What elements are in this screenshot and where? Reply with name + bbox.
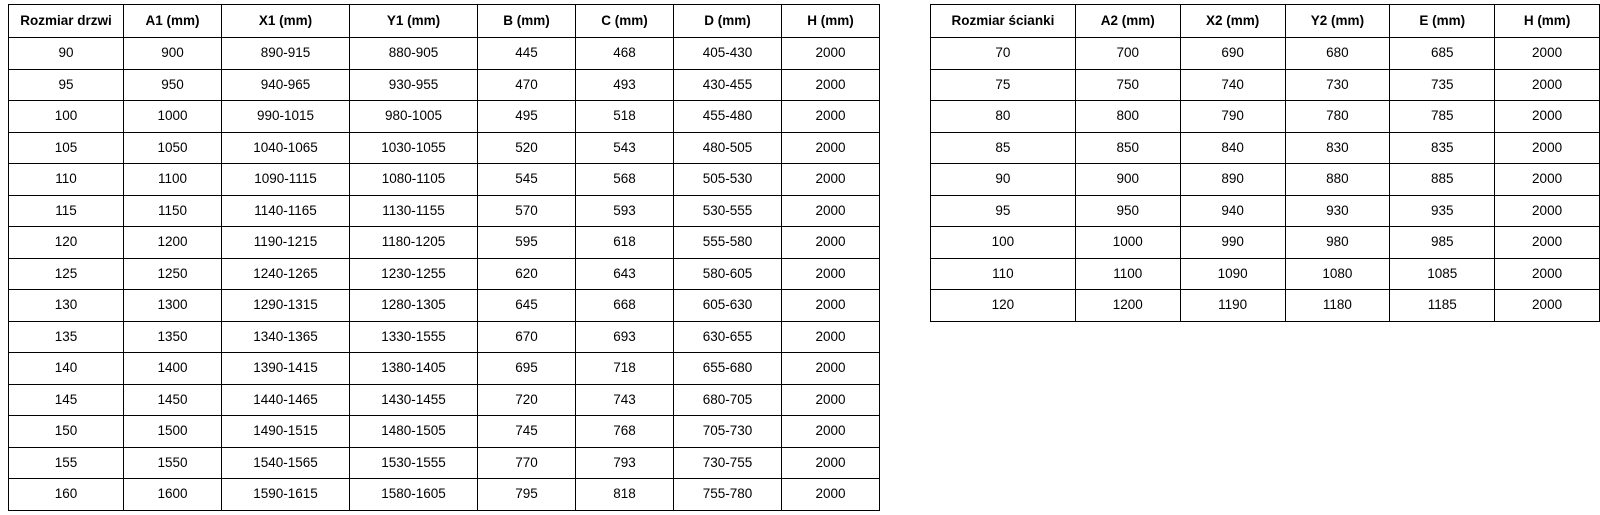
cell: 980 — [1285, 227, 1390, 259]
cell: 2000 — [782, 227, 880, 259]
cell: 1085 — [1390, 258, 1495, 290]
cell: 890 — [1180, 164, 1285, 196]
cell: 900 — [124, 38, 222, 70]
cell: 1185 — [1390, 290, 1495, 322]
table-row — [9, 353, 880, 385]
cell: 680 — [1285, 38, 1390, 70]
doors-dimensions-table — [8, 4, 880, 511]
table-row — [931, 69, 1600, 101]
cell: 2000 — [782, 353, 880, 385]
cell: 770 — [478, 447, 576, 479]
column-header-h: H (mm) — [1495, 5, 1600, 38]
cell: 1130-1155 — [350, 195, 478, 227]
column-header-b: B (mm) — [478, 5, 576, 38]
cell: 1400 — [124, 353, 222, 385]
cell: 745 — [478, 416, 576, 448]
cell: 130 — [9, 290, 124, 322]
cell: 695 — [478, 353, 576, 385]
cell: 768 — [576, 416, 674, 448]
cell: 835 — [1390, 132, 1495, 164]
cell: 80 — [931, 101, 1076, 133]
cell: 2000 — [1495, 69, 1600, 101]
table-row — [931, 164, 1600, 196]
cell: 1330-1555 — [350, 321, 478, 353]
cell: 2000 — [782, 290, 880, 322]
walls-table-body — [931, 38, 1600, 322]
cell: 2000 — [782, 132, 880, 164]
cell: 110 — [9, 164, 124, 196]
cell: 930 — [1285, 195, 1390, 227]
cell: 545 — [478, 164, 576, 196]
table-row — [931, 290, 1600, 322]
cell: 1600 — [124, 479, 222, 511]
cell: 95 — [9, 69, 124, 101]
cell: 1580-1605 — [350, 479, 478, 511]
cell: 935 — [1390, 195, 1495, 227]
cell: 160 — [9, 479, 124, 511]
table-row — [9, 479, 880, 511]
cell: 2000 — [782, 195, 880, 227]
cell: 680-705 — [674, 384, 782, 416]
cell: 445 — [478, 38, 576, 70]
cell: 880-905 — [350, 38, 478, 70]
cell: 2000 — [782, 258, 880, 290]
cell: 718 — [576, 353, 674, 385]
cell: 740 — [1180, 69, 1285, 101]
cell: 655-680 — [674, 353, 782, 385]
cell: 2000 — [782, 447, 880, 479]
cell: 480-505 — [674, 132, 782, 164]
column-header-e: E (mm) — [1390, 5, 1495, 38]
cell: 470 — [478, 69, 576, 101]
cell: 1150 — [124, 195, 222, 227]
cell: 1040-1065 — [222, 132, 350, 164]
cell: 705-730 — [674, 416, 782, 448]
column-header-y2: Y2 (mm) — [1285, 5, 1390, 38]
column-header-a1: A1 (mm) — [124, 5, 222, 38]
table-row — [9, 69, 880, 101]
cell: 818 — [576, 479, 674, 511]
column-header-d: D (mm) — [674, 5, 782, 38]
cell: 2000 — [1495, 227, 1600, 259]
cell: 105 — [9, 132, 124, 164]
cell: 940-965 — [222, 69, 350, 101]
walls-dimensions-table — [930, 4, 1600, 322]
cell: 95 — [931, 195, 1076, 227]
cell: 1180-1205 — [350, 227, 478, 259]
cell: 455-480 — [674, 101, 782, 133]
column-header-x1: X1 (mm) — [222, 5, 350, 38]
cell: 2000 — [782, 384, 880, 416]
cell: 890-915 — [222, 38, 350, 70]
cell: 1180 — [1285, 290, 1390, 322]
cell: 668 — [576, 290, 674, 322]
cell: 1450 — [124, 384, 222, 416]
table-row — [931, 101, 1600, 133]
table-row — [9, 416, 880, 448]
cell: 115 — [9, 195, 124, 227]
table-row — [9, 227, 880, 259]
column-header-rozmiar-scianki: Rozmiar ścianki — [931, 5, 1076, 38]
cell: 990-1015 — [222, 101, 350, 133]
cell: 880 — [1285, 164, 1390, 196]
cell: 2000 — [1495, 195, 1600, 227]
cell: 743 — [576, 384, 674, 416]
cell: 1030-1055 — [350, 132, 478, 164]
cell: 1200 — [1075, 290, 1180, 322]
cell: 505-530 — [674, 164, 782, 196]
cell: 795 — [478, 479, 576, 511]
cell: 530-555 — [674, 195, 782, 227]
column-header-c: C (mm) — [576, 5, 674, 38]
table-row — [9, 258, 880, 290]
table-row — [9, 101, 880, 133]
cell: 900 — [1075, 164, 1180, 196]
cell: 543 — [576, 132, 674, 164]
cell: 1240-1265 — [222, 258, 350, 290]
cell: 1530-1555 — [350, 447, 478, 479]
table-row — [931, 38, 1600, 70]
cell: 1440-1465 — [222, 384, 350, 416]
cell: 405-430 — [674, 38, 782, 70]
cell: 850 — [1075, 132, 1180, 164]
cell: 670 — [478, 321, 576, 353]
column-header-y1: Y1 (mm) — [350, 5, 478, 38]
cell: 555-580 — [674, 227, 782, 259]
cell: 693 — [576, 321, 674, 353]
cell: 1080-1105 — [350, 164, 478, 196]
table-row — [931, 132, 1600, 164]
doors-table-body — [9, 38, 880, 511]
cell: 1000 — [124, 101, 222, 133]
cell: 2000 — [782, 479, 880, 511]
table-header-row — [931, 5, 1600, 38]
cell: 520 — [478, 132, 576, 164]
cell: 135 — [9, 321, 124, 353]
cell: 125 — [9, 258, 124, 290]
cell: 930-955 — [350, 69, 478, 101]
cell: 1100 — [124, 164, 222, 196]
cell: 110 — [931, 258, 1076, 290]
cell: 950 — [124, 69, 222, 101]
cell: 90 — [9, 38, 124, 70]
cell: 700 — [1075, 38, 1180, 70]
cell: 685 — [1390, 38, 1495, 70]
cell: 690 — [1180, 38, 1285, 70]
cell: 2000 — [782, 416, 880, 448]
cell: 720 — [478, 384, 576, 416]
cell: 1200 — [124, 227, 222, 259]
column-header-a2: A2 (mm) — [1075, 5, 1180, 38]
cell: 643 — [576, 258, 674, 290]
cell: 1100 — [1075, 258, 1180, 290]
table-row — [931, 195, 1600, 227]
cell: 630-655 — [674, 321, 782, 353]
cell: 593 — [576, 195, 674, 227]
column-header-rozmiar-drzwi: Rozmiar drzwi — [9, 5, 124, 38]
table-row — [9, 164, 880, 196]
cell: 1550 — [124, 447, 222, 479]
cell: 140 — [9, 353, 124, 385]
cell: 580-605 — [674, 258, 782, 290]
cell: 940 — [1180, 195, 1285, 227]
cell: 1090-1115 — [222, 164, 350, 196]
cell: 2000 — [1495, 290, 1600, 322]
cell: 85 — [931, 132, 1076, 164]
cell: 1490-1515 — [222, 416, 350, 448]
cell: 2000 — [782, 321, 880, 353]
cell: 595 — [478, 227, 576, 259]
cell: 1280-1305 — [350, 290, 478, 322]
cell: 830 — [1285, 132, 1390, 164]
cell: 1480-1505 — [350, 416, 478, 448]
cell: 950 — [1075, 195, 1180, 227]
cell: 755-780 — [674, 479, 782, 511]
table-row — [931, 258, 1600, 290]
cell: 2000 — [782, 164, 880, 196]
cell: 618 — [576, 227, 674, 259]
cell: 145 — [9, 384, 124, 416]
cell: 1050 — [124, 132, 222, 164]
cell: 730-755 — [674, 447, 782, 479]
cell: 793 — [576, 447, 674, 479]
cell: 790 — [1180, 101, 1285, 133]
cell: 468 — [576, 38, 674, 70]
cell: 495 — [478, 101, 576, 133]
cell: 155 — [9, 447, 124, 479]
cell: 75 — [931, 69, 1076, 101]
table-header-row — [9, 5, 880, 38]
cell: 518 — [576, 101, 674, 133]
cell: 2000 — [1495, 38, 1600, 70]
cell: 120 — [931, 290, 1076, 322]
cell: 568 — [576, 164, 674, 196]
cell: 1190-1215 — [222, 227, 350, 259]
cell: 1190 — [1180, 290, 1285, 322]
cell: 840 — [1180, 132, 1285, 164]
cell: 150 — [9, 416, 124, 448]
column-header-h: H (mm) — [782, 5, 880, 38]
cell: 885 — [1390, 164, 1495, 196]
column-header-x2: X2 (mm) — [1180, 5, 1285, 38]
cell: 620 — [478, 258, 576, 290]
cell: 750 — [1075, 69, 1180, 101]
cell: 2000 — [1495, 258, 1600, 290]
cell: 570 — [478, 195, 576, 227]
cell: 985 — [1390, 227, 1495, 259]
cell: 645 — [478, 290, 576, 322]
cell: 735 — [1390, 69, 1495, 101]
cell: 1250 — [124, 258, 222, 290]
cell: 1380-1405 — [350, 353, 478, 385]
cell: 1500 — [124, 416, 222, 448]
cell: 605-630 — [674, 290, 782, 322]
cell: 70 — [931, 38, 1076, 70]
cell: 1590-1615 — [222, 479, 350, 511]
cell: 90 — [931, 164, 1076, 196]
cell: 2000 — [782, 101, 880, 133]
cell: 2000 — [1495, 132, 1600, 164]
cell: 1300 — [124, 290, 222, 322]
cell: 2000 — [782, 69, 880, 101]
cell: 2000 — [1495, 101, 1600, 133]
cell: 780 — [1285, 101, 1390, 133]
table-row — [9, 290, 880, 322]
doors-table-head — [9, 5, 880, 38]
table-row — [9, 132, 880, 164]
cell: 100 — [9, 101, 124, 133]
cell: 120 — [9, 227, 124, 259]
cell: 1230-1255 — [350, 258, 478, 290]
cell: 1540-1565 — [222, 447, 350, 479]
cell: 1390-1415 — [222, 353, 350, 385]
table-row — [9, 321, 880, 353]
cell: 1090 — [1180, 258, 1285, 290]
cell: 430-455 — [674, 69, 782, 101]
cell: 493 — [576, 69, 674, 101]
cell: 100 — [931, 227, 1076, 259]
table-row — [9, 447, 880, 479]
cell: 1080 — [1285, 258, 1390, 290]
table-row — [9, 38, 880, 70]
walls-table-head — [931, 5, 1600, 38]
doors-dimensions-table-container — [8, 4, 880, 511]
cell: 2000 — [782, 38, 880, 70]
table-row — [931, 227, 1600, 259]
cell: 990 — [1180, 227, 1285, 259]
cell: 1430-1455 — [350, 384, 478, 416]
cell: 1290-1315 — [222, 290, 350, 322]
cell: 1340-1365 — [222, 321, 350, 353]
cell: 1000 — [1075, 227, 1180, 259]
cell: 1350 — [124, 321, 222, 353]
walls-dimensions-table-container — [930, 4, 1600, 322]
table-row — [9, 384, 880, 416]
cell: 730 — [1285, 69, 1390, 101]
cell: 980-1005 — [350, 101, 478, 133]
cell: 1140-1165 — [222, 195, 350, 227]
cell: 2000 — [1495, 164, 1600, 196]
cell: 800 — [1075, 101, 1180, 133]
cell: 785 — [1390, 101, 1495, 133]
table-row — [9, 195, 880, 227]
